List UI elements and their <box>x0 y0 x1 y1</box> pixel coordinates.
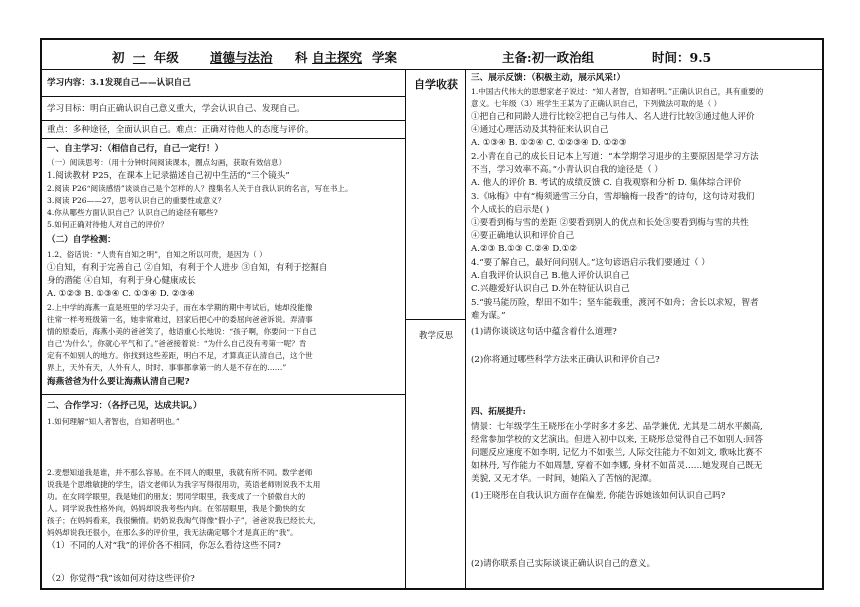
focus-row <box>42 121 405 139</box>
worksheet <box>40 38 824 590</box>
middle-column <box>406 70 466 588</box>
feedback-question-2: 不当，学习效率不高。”小青认识自我的途径是（ ） <box>471 165 663 175</box>
self-study-harvest-label: 自学收获 <box>414 78 458 91</box>
extension-scenario: 情景：七年级学生王晓彤在小学时多才多艺、品学兼优, 尤其是二胡水平颇高, <box>471 422 763 432</box>
right-column <box>466 70 822 588</box>
content-row <box>42 70 405 97</box>
left-column <box>42 70 406 588</box>
question-2-text: 往常一样考班级第一名，她非常难过，回家后把心中的委屈向爸爸诉说。弄清事 <box>47 315 313 324</box>
question-2-ask: 海燕爸爸为什么要让海燕认清自己呢? <box>47 377 190 387</box>
feedback-question-5: 难为谋。” <box>471 311 506 321</box>
extension-question-1: (1)王晓彤在自我认识方面存在偏差, 你能告诉她该如何认识自己吗? <box>471 491 726 501</box>
focus-text: 重点：多种途径，全面认识自己。难点：正确对待他人的态度与评价。 <box>47 125 314 135</box>
goal-row <box>42 97 405 121</box>
extension-scenario: 问题反应速度不如李明, 记忆力不如张兰, 人际交往能力不如刘文, 歌咏比赛不 <box>471 448 763 458</box>
cooperative-question-2: 人。同学说我性格外向，妈妈却说我考些内向。在邻居眼里，我是个勤快的女 <box>47 504 306 513</box>
cooperative-question-2: 孩子；在妈妈看来，我很懒惰。奶奶说我淘气得像“假小子”，爸爸说我已经长大， <box>47 516 321 525</box>
feedback-question-1-option: ①把自己和同龄人进行比较②把自己与伟人、名人进行比较③通过他人评价 <box>471 112 755 122</box>
reading-task: 5.如何正确对待他人对自己的评价？ <box>47 220 169 229</box>
cooperative-section <box>42 395 405 588</box>
question-1-option: 身的潜能 ④自知，有利于身心健康成长 <box>47 276 196 286</box>
subject-label: 道德与法治 <box>210 50 273 65</box>
question-2-text: 情的原委后，海燕小美的爸爸笑了，他语重心长地说：“孩子啊，你要问一下自己 <box>47 327 317 336</box>
question-1: 1.2、俗话说：“人贵有自知之明”，自知之所以可贵，是因为（ ） <box>47 250 267 259</box>
reflection-cell <box>406 320 465 588</box>
feedback-question-3: 3.《咏梅》中有“梅须逊雪三分白，雪却输梅一段香”的诗句，这句诗对我们 <box>471 192 755 202</box>
cooperative-question-2: 妈妈却说我还很小，在那么多的评价里，我无法确定哪个才是真正的“我”。 <box>47 528 298 537</box>
question-1-choices: A. ①②③ B. ①③④ C. ①③④ D. ②③④ <box>47 289 195 299</box>
feedback-question-1-choices: A. ①③④ B. ①②④ C. ①②③④ D. ①②③ <box>471 138 627 148</box>
cooperative-ask-1: （1）不同的人对“我”的评价各不相同，你怎么看待这些不同? <box>47 541 281 551</box>
harvest-cell <box>406 70 465 320</box>
feedback-title: 三、展示反馈：（积极主动，展示风采!） <box>471 73 626 83</box>
feedback-question-2-choices: A. 他人的评价 B. 考试的成绩反馈 C. 自我观察和分析 D. 集体综合评价 <box>471 178 742 188</box>
extension-scenario: 美貌, 又无才华。一时间，她陷入了苦恼的泥潭。 <box>471 474 657 484</box>
cooperative-question-2: 说我是个思维敏捷的学生，语文老师认为我字写得很用功，英语老师则说我不太用 <box>47 480 321 489</box>
cooperative-question-2: 功。在女同学眼里，我是她们的朋友；男同学眼里，我变成了一个骄傲自大的 <box>47 492 306 501</box>
subject-suffix: 科 <box>295 50 308 65</box>
reading-task: 4.你从哪些方面认识自己？认识自己的途径有哪些? <box>47 208 218 217</box>
learning-content: 学习内容：3.1发现自己——认识自己 <box>47 78 191 88</box>
feedback-question-2: 2.小青在自己的成长日记本上写道：“本学期学习退步的主要原因是学习方法 <box>471 152 759 162</box>
grade-label: 初 一 年级 <box>112 50 179 65</box>
feedback-question-3: 个人成长的启示是( ) <box>471 205 550 215</box>
cooperative-title: 二、合作学习：（各抒己见，达成共识。） <box>47 401 202 411</box>
feedback-question-1: 意义。七年级（3）班学生王某为了正确认识自己，下列做法可取的是（ ） <box>471 99 722 108</box>
feedback-question-4: 4.“要了解自己，最好问问别人。”这句谚语启示我们要通过（ ） <box>471 258 710 268</box>
worksheet-header <box>42 40 822 70</box>
question-2-text: 2.上中学的海燕一直是班里的学习尖子，而在本学期的期中考试后，她却没能像 <box>47 303 313 312</box>
learning-goal: 学习目标：明白正确认识自己意义重大，学会认识自己、发现自己。 <box>47 104 305 114</box>
extension-title: 四、拓展提升: <box>471 407 526 417</box>
plan-label: 学案 <box>372 50 398 65</box>
cooperative-question-1: 1.如何理解“知人者智也，自知者明也。” <box>47 417 180 426</box>
mode-label: 自主探究 <box>312 50 363 65</box>
extension-scenario: 经常参加学校的文艺演出。但进入初中以来, 王晓彤总觉得自己不如别人:回答 <box>471 435 763 445</box>
question-2-text: 定有不如别人的地方。你找到这些差距，明白不足，才算真正认清自己，这个世 <box>47 351 313 360</box>
feedback-question-5: 5.“骏马能历险，犁田不如牛；坚车能载重，渡河不如舟；舍长以求短，智者 <box>471 298 759 308</box>
self-test-title: （二）自学检测： <box>47 235 116 245</box>
question-2-text: 自己‘为什么’，你就心平气和了。”爸爸接着说：“为什么自己没有考第一呢？肯 <box>47 339 307 348</box>
reading-task: 2.阅读 P26“阅读感悟”谈谈自己是个怎样的人？搜集名人关于自我认识的名言，写在书上。 <box>47 184 353 193</box>
feedback-question-5-b: (2)你将通过哪些科学方法来正确认识和评价自己? <box>471 355 660 365</box>
feedback-question-4-choices: C.兴趣爱好认识自己 D.外在特征认识自己 <box>471 284 630 294</box>
reading-instructions: （一）阅读思考：（用十分钟时间阅读课本，圈点勾画，获取有效信息） <box>47 158 287 167</box>
question-2-text: 界上，天外有天，人外有人，时时、事事都拿第一的人是不存在的……” <box>47 363 287 372</box>
cooperative-ask-2: （2）你觉得“我”该如何对待这些评价? <box>47 574 195 584</box>
self-study-title: 一、自主学习：（相信自己行，自己一定行！） <box>47 144 224 154</box>
feedback-question-3-choices: A.②③ B.①③ C.②④ D.①② <box>471 244 578 254</box>
feedback-question-1: 1.中国古代伟大的思想家老子说过：“知人者智，自知者明。”正确认识自己，具有重要的 <box>471 87 764 96</box>
feedback-question-4-choices: A.自我评价认识自己 B.他人评价认识自己 <box>471 271 630 281</box>
extension-question-2: (2)请你联系自己实际谈谈正确认识自己的意义。 <box>471 559 656 569</box>
feedback-question-3-option: ④要正确地认识和评价自己 <box>471 231 575 241</box>
reading-task: 1.阅读教材 P25，在课本上记录描述自己初中生活的“三个镜头” <box>47 171 290 181</box>
question-1-option: ①自知，有利于完善自己 ②自知，有利于个人进步 ③自知，有利于挖掘自 <box>47 263 328 273</box>
extension-scenario: 如林丹, 写作能力不如周慧, 穿着不如李娜, 身材不如苗灵……她发现自己既无 <box>471 461 763 471</box>
feedback-question-3-option: ①要看到梅与雪的差距 ②要看到别人的优点和长处③要看到梅与雪的共性 <box>471 218 749 228</box>
time-label: 时间：9.5 <box>652 50 712 65</box>
reading-task: 3.阅读 P26——27，思考认识自己的重要性或意义？ <box>47 196 226 205</box>
feedback-question-5-a: (1)请你谈谈这句话中蕴含着什么道理? <box>471 327 617 337</box>
lead-label: 主备:初一政治组 <box>502 50 595 65</box>
feedback-question-1-option: ④通过心理活动及其特征来认识自己 <box>471 125 609 135</box>
teaching-reflection-label: 教学反思 <box>418 331 453 341</box>
cooperative-question-2: 2.麦想知道我是谁，并不那么容易。在不同人的眼里，我就有所不同。数学老师 <box>47 468 313 477</box>
self-study-section <box>42 139 405 395</box>
